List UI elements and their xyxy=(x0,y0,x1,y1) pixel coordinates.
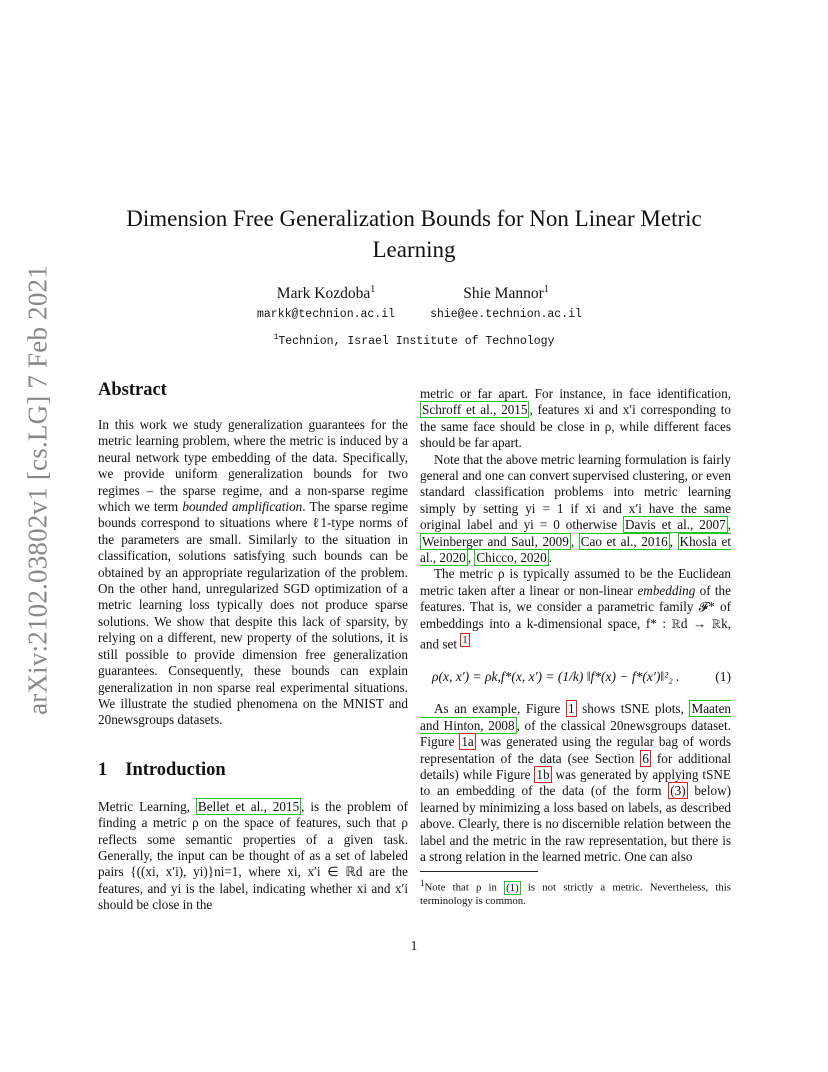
intro-paragraph-1-continued: metric or far apart. For instance, in face identification, Schroff et al., 2015 , features xi and x′i corresponding to the same face should be close in ρ, while different faces should be far apart. xyxy=(420,386,731,451)
author-affil-sup: 1 xyxy=(370,284,376,295)
page-number: 1 xyxy=(410,938,418,953)
author-affil-sup: 1 xyxy=(543,284,549,295)
citation-link[interactable]: Khosla et al., 2020 xyxy=(420,533,731,566)
footnote-marker: 1 xyxy=(420,878,425,889)
author-name: Mark Kozdoba xyxy=(276,285,371,303)
citation-link[interactable]: Bellet et al., 2015 xyxy=(197,798,300,814)
author-email: markk@technion.ac.il xyxy=(256,308,396,322)
affiliation-sup: 1 xyxy=(273,333,279,342)
footnote-divider xyxy=(420,871,538,872)
abstract-text: In this work we study generalization guarantees for the metric learning problem, where the metric is induced by a neural network type embedding of the data. Specifically, we provide uniform generalization bounds for two regimes – the sparse regime, and a non-sparse regime which we term bounded amplification. The sparse regime bounds correspond to situations where ℓ1-type norms of the parameters are small. Similarly to the situation in classification, solutions satisfying such bounds can be obtained by an appropriate regularization of the problem. On the other hand, unregularized SGD optimization of a metric learning loss typically does not produce sparse solutions. We show that despite this lack of sparsity, by relying on a different, new property of the solutions, it is still possible to provide dimension free generalization guarantees. Consequently, these bounds can explain generalization in non sparse real experimental situations. We illustrate the studied phenomena on the MNIST and 20newsgroups datasets. xyxy=(98,417,408,728)
citation-link[interactable]: Maaten and Hinton, 2008 xyxy=(420,701,732,733)
affiliation xyxy=(0,333,828,348)
intro-paragraph-2: Note that the above metric learning formulation is fairly general and one can convert supervised clustering, or even standard classification problems into metric learning simply by setting yi = 1 if xi and x′i have the same original label and yi = 0 otherwise Davis et al., 2007 , Weinberger and Saul, 2009 , Cao et al., 2016 , Khosla et al., 2020 , Chicco, 2020 . xyxy=(420,451,731,566)
citation-link[interactable]: Schroff et al., 2015 xyxy=(422,402,528,418)
equation-link[interactable]: (3) xyxy=(670,783,686,799)
section-title: Introduction xyxy=(125,759,226,780)
equation-number: (1) xyxy=(715,668,731,684)
author-name: Shie Mannor xyxy=(463,285,544,303)
citation-link[interactable]: Chicco, 2020 xyxy=(476,550,547,566)
equation-link[interactable]: (1) xyxy=(506,881,519,894)
arxiv-sidebar xyxy=(18,265,58,715)
citation-link[interactable]: Davis et al., 2007 xyxy=(625,517,726,533)
citation-link[interactable]: Cao et al., 2016 xyxy=(580,533,668,549)
author-email: shie@ee.technion.ac.il xyxy=(430,308,582,322)
author-2 xyxy=(396,280,616,326)
right-column xyxy=(420,386,731,909)
figure-link[interactable]: 1 xyxy=(567,701,575,717)
section-number: 1 xyxy=(98,759,108,780)
figure-link[interactable]: 1a xyxy=(461,734,474,750)
equation-1 xyxy=(420,669,731,685)
citation-link[interactable]: Weinberger and Saul, 2009 xyxy=(422,533,569,549)
left-column xyxy=(98,378,408,914)
intro-paragraph-3: The metric ρ is typically assumed to be the Euclidean metric taken after a linear or non-linear embedding of the features. That is, we consider a parametric family 𝓕* of embeddings into a k-dimensional space, f* : ℝd → ℝk, and set $^1$ xyxy=(420,566,731,652)
title-block xyxy=(98,203,730,265)
abstract-emphasis: bounded amplification xyxy=(182,499,303,515)
equation-body: ρ(x, x′) = ρk,f*(x, x′) = (1/k) ‖f*(x) − f*(x′)‖²₂ . xyxy=(432,668,680,684)
affiliation-text: Technion, Israel Institute of Technology xyxy=(278,334,555,348)
intro-paragraph-1: Metric Learning, Bellet et al., 2015 , is the problem of finding a metric ρ on the space of features, such that ρ reflects some semantic properties of a given task. Generally, the input can be thought of as a set of labeled pairs {((xi, x′i), yi)}ni=1, where xi, x′i ∈ ℝd are the features, and yi is the label, indicating whether xi and x′i should be close in the xyxy=(98,798,408,913)
figure-link[interactable]: 1b xyxy=(536,766,550,782)
abstract-heading: Abstract xyxy=(98,380,167,400)
footnote: $^1$Note that ρ in (1) is not strictly a metric. Nevertheless, this terminology is common. xyxy=(420,878,731,908)
arxiv-identifier: arXiv:2102.03802v1 [cs.LG] 7 Feb 2021 xyxy=(22,265,53,715)
intro-paragraph-4: As an example, Figure 1 shows tSNE plots, Maaten and Hinton, 2008 , of the classical 20newsgroups dataset. Figure 1a was generated using the regular bag of words representation of the data (see Section 6 for additional details) while Figure 1b was generated by applying tSNE to an embedding of the data (of the form (3) below) learned by minimizing a loss based on labels, as described above. Clearly, there is no discernible relation between the label and the metric in the raw representation, but there is a strong relation in the learned metric. One can also xyxy=(420,701,732,864)
section-heading-introduction xyxy=(98,758,408,782)
paper-title: Dimension Free Generalization Bounds for Non Linear Metric Learning xyxy=(126,206,702,262)
footnote-link[interactable]: 1 xyxy=(462,634,468,647)
section-link[interactable]: 6 xyxy=(642,750,649,766)
